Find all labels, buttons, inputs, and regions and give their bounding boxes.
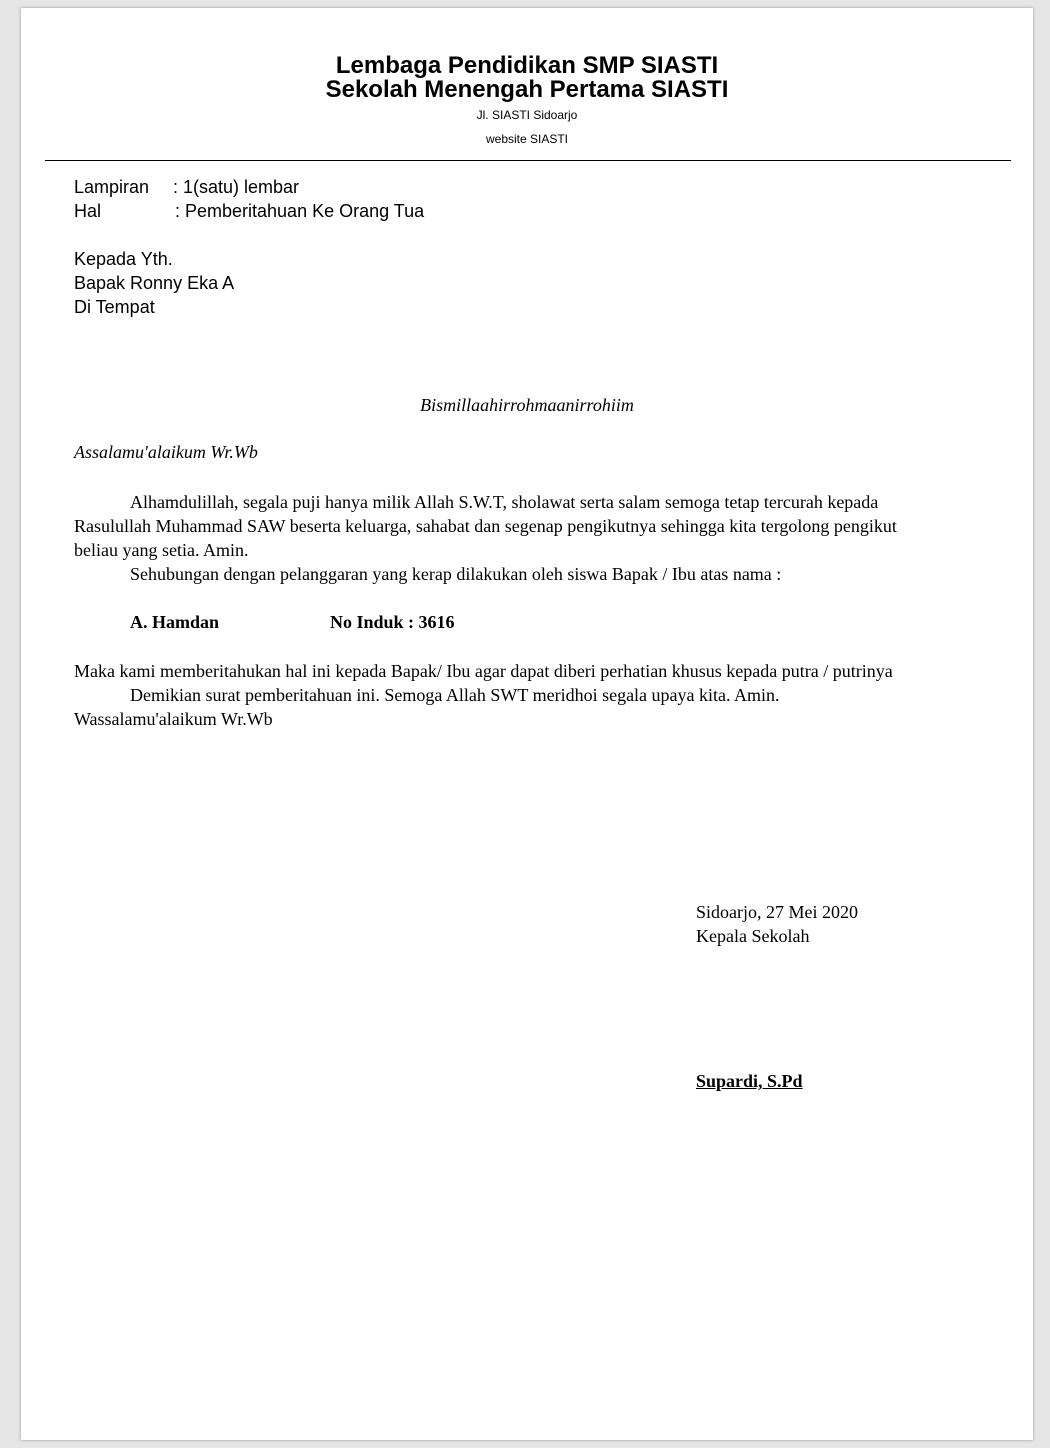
recipient-greeting: Kepada Yth. xyxy=(74,249,173,269)
student-name: A. Hamdan xyxy=(130,612,220,632)
student-id: No Induk : 3616 xyxy=(330,612,455,632)
paragraph-1-line-1: Alhamdulillah, segala puji hanya milik Allah S.W.T, sholawat serta salam semoga tetap tercurah kepada xyxy=(130,492,879,512)
paragraph-3: Maka kami memberitahukan hal ini kepada Bapak/ Ibu agar dapat diberi perhatian khusus kepada putra / putrinya xyxy=(74,661,893,681)
paragraph-4: Demikian surat pemberitahuan ini. Semoga Allah SWT meridhoi segala upaya kita. Amin. xyxy=(130,685,780,705)
signature-position: Kepala Sekolah xyxy=(696,926,810,946)
header-divider xyxy=(45,160,1011,161)
closing-greeting: Wassalamu'alaikum Wr.Wb xyxy=(74,709,273,729)
signature-place-date: Sidoarjo, 27 Mei 2020 xyxy=(696,902,858,922)
paragraph-2: Sehubungan dengan pelanggaran yang kerap dilakukan oleh siswa Bapak / Ibu atas nama : xyxy=(130,564,782,584)
header-school-name: Sekolah Menengah Pertama SIASTI xyxy=(325,76,729,103)
hal-value: : Pemberitahuan Ke Orang Tua xyxy=(175,201,425,221)
opening-greeting: Assalamu'alaikum Wr.Wb xyxy=(74,442,258,462)
paragraph-1-line-3: beliau yang setia. Amin. xyxy=(74,540,249,560)
basmalah: Bismillaahirrohmaanirrohiim xyxy=(420,395,634,415)
header-website: website SIASTI xyxy=(485,132,569,146)
lampiran-label: Lampiran xyxy=(74,177,150,197)
signature-name: Supardi, S.Pd xyxy=(696,1071,803,1091)
header-institution: Lembaga Pendidikan SMP SIASTI xyxy=(335,52,719,79)
paragraph-1-line-2: Rasulullah Muhammad SAW beserta keluarga, sahabat dan segenap pengikutnya sehingga kita tergolong pengikut xyxy=(74,516,897,536)
recipient-name: Bapak Ronny Eka A xyxy=(74,273,235,293)
hal-label: Hal xyxy=(74,201,102,221)
header-address: Jl. SIASTI Sidoarjo xyxy=(476,108,578,122)
lampiran-value: : 1(satu) lembar xyxy=(173,177,300,197)
recipient-place: Di Tempat xyxy=(74,297,155,317)
letter-page xyxy=(21,8,1033,1440)
